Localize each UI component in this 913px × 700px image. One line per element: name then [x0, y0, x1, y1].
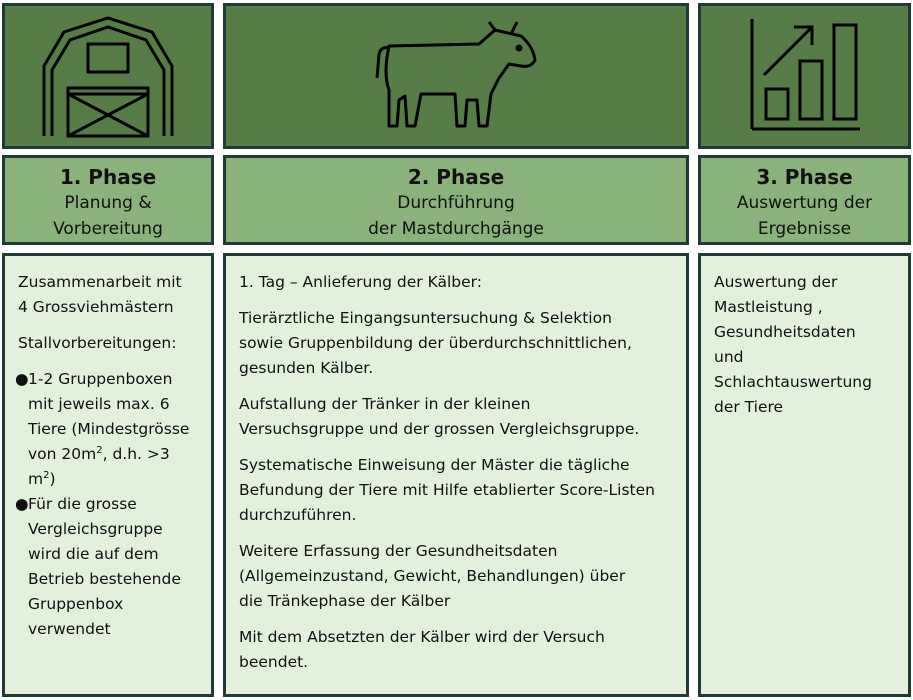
bullet-1-line-3: Tiere (Mindestgrösse: [28, 420, 190, 438]
bullet-1-line-1: 1-2 Gruppenboxen: [28, 370, 173, 388]
phase-1-intro-line-2: 4 Grossviehmästern: [18, 298, 174, 316]
bullet-2-line-6: verwendet: [28, 620, 111, 638]
p5-line-3: die Tränkephase der Kälber: [239, 592, 451, 610]
barn-icon: [38, 14, 178, 138]
bullet-dot-icon: ●: [15, 495, 29, 513]
phase-1-icon-panel: [2, 3, 214, 149]
phase-3-header: [698, 155, 911, 245]
phase-1-subtitle-line-2: Vorbereitung: [53, 219, 163, 239]
phase-3-text-line-1: Auswertung der: [714, 273, 838, 291]
bullet-dot-icon: ●: [15, 370, 29, 388]
bullet-1-line-2: mit jeweils max. 6: [28, 395, 170, 413]
bullet-2-line-4: Betrieb bestehende: [28, 570, 181, 588]
p6-line-1: Mit dem Absetzten der Kälber wird der Versuch: [239, 628, 605, 646]
phase-3-icon-panel: [698, 3, 911, 149]
phase-3-text-line-3: Gesundheitsdaten: [714, 323, 856, 341]
bullet-1-line-4: von $20m^2$, d.h. >3 $m^2$): [28, 444, 170, 488]
phase-3-text-line-2: Mastleistung ,: [714, 298, 823, 316]
bar-chart-growth-icon: [748, 19, 862, 133]
phase-2-paragraph-5: [239, 539, 676, 614]
phase-1-bullet-2: [15, 492, 201, 642]
p3-line-2: Versuchsgruppe und der grossen Vergleichsgruppe.: [239, 420, 640, 438]
p2-line-1: Tierärztliche Eingangsuntersuchung & Selektion: [239, 309, 612, 327]
bullet-2-line-5: Gruppenbox: [28, 595, 124, 613]
phase-1-subtitle-line-1: Planung &: [64, 193, 152, 213]
phase-2-icon-panel: [223, 3, 689, 149]
phase-2-paragraph-3: [239, 392, 676, 442]
phase-2-paragraph-1: 1. Tag – Anlieferung der Kälber:: [239, 273, 482, 291]
phase-3-body: [698, 253, 911, 697]
phase-3-text-line-4: und: [714, 348, 744, 366]
phase-1-bullet-list: [15, 367, 201, 642]
cow-icon: [371, 18, 541, 134]
p4-line-1: Systematische Einweisung der Mäster die tägliche: [239, 456, 630, 474]
phase-2-paragraph-4: [239, 453, 676, 528]
phase-2-subtitle-line-1: Durchführung: [397, 193, 515, 213]
phase-2-paragraph-2: [239, 306, 676, 381]
phase-3-subtitle-line-1: Auswertung der: [736, 193, 873, 213]
p5-line-1: Weitere Erfassung der Gesundheitsdaten: [239, 542, 558, 560]
phase-2-paragraph-6: [239, 625, 676, 675]
bullet-2-line-1: Für die grosse: [28, 495, 137, 513]
phase-3-text-line-5: Schlachtauswertung: [714, 373, 872, 391]
phase-1-body: [2, 253, 214, 697]
phase-2-subtitle-line-2: der Mastdurchgänge: [368, 219, 544, 239]
phase-1-bullet-1: [15, 367, 201, 492]
p4-line-3: durchzuführen.: [239, 506, 357, 524]
p2-line-3: gesunden Kälber.: [239, 359, 374, 377]
bullet-2-line-2: Vergleichsgruppe: [28, 520, 163, 538]
p5-line-2: (Allgemeinzustand, Gewicht, Behandlungen) über: [239, 567, 626, 585]
p4-line-2: Befundung der Tiere mit Hilfe etablierter Score-Listen: [239, 481, 655, 499]
phase-1-title: 1. Phase: [59, 165, 157, 189]
phase-1-intro-line-1: Zusammenarbeit mit: [18, 273, 182, 291]
phase-1-intro: [18, 270, 201, 320]
phase-1-header: [2, 155, 214, 245]
p6-line-2: beendet.: [239, 653, 309, 671]
p2-line-2: sowie Gruppenbildung der überdurchschnittlichen,: [239, 334, 632, 352]
phase-3-title: 3. Phase: [756, 165, 853, 189]
bullet-2-line-3: wird die auf dem: [28, 545, 159, 563]
phase-1-prep-label: Stallvorbereitungen:: [18, 334, 177, 352]
phase-3-subtitle-line-2: Ergebnisse: [757, 219, 852, 239]
phase-2-body: [223, 253, 689, 697]
p3-line-1: Aufstallung der Tränker in der kleinen: [239, 395, 531, 413]
phase-2-title: 2. Phase: [407, 165, 505, 189]
phase-2-header: [223, 155, 689, 245]
phase-3-text-line-6: der Tiere: [714, 398, 784, 416]
